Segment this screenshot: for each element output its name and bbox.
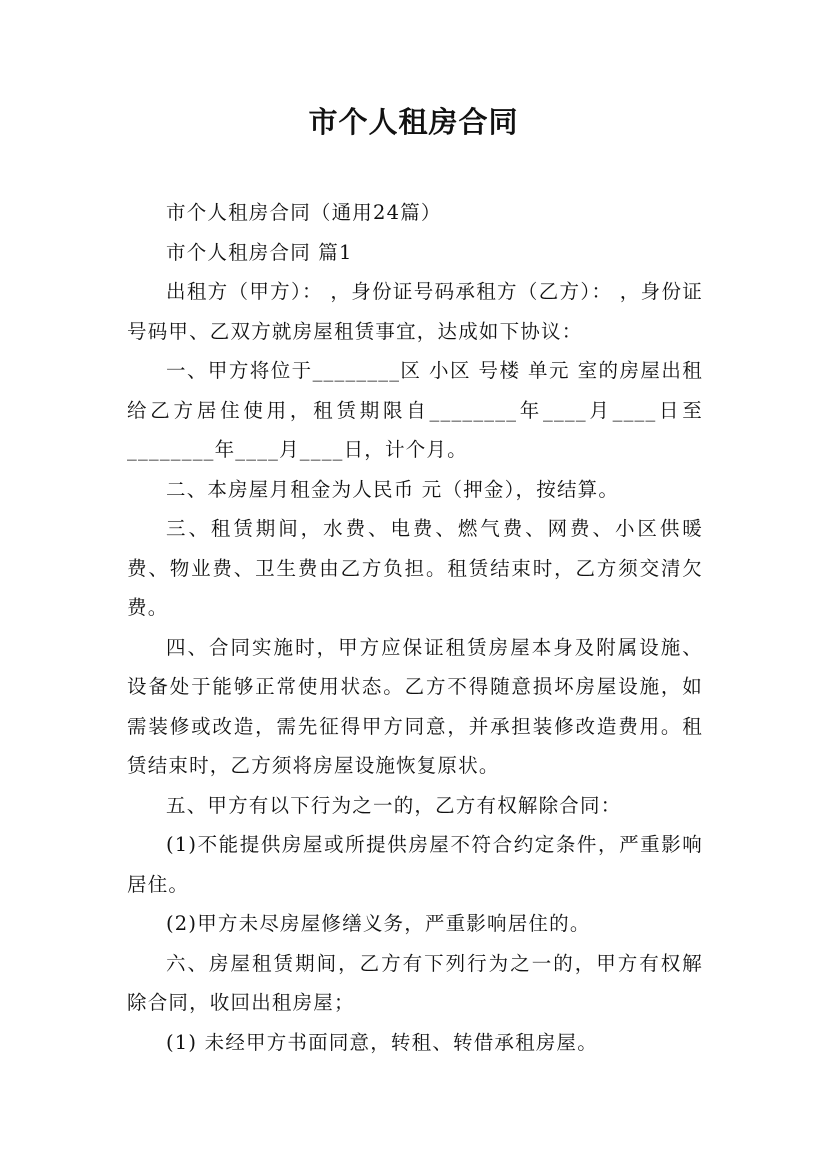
paragraph-clause-3: 三、租赁期间，水费、电费、燃气费、网费、小区供暖费、物业费、卫生费由乙方负担。租赁结束时，乙方须交清欠费。 [127, 517, 703, 619]
document-title: 市个人租房合同 [308, 105, 519, 139]
paragraph-parties: 出租方（甲方）： ，身份证号码承租方（乙方）： ，身份证号码甲、乙双方就房屋租赁事宜，达成如下协议： [127, 280, 703, 343]
paragraph-clause-5-item-1: (1)不能提供房屋或所提供房屋不符合约定条件，严重影响居住。 [127, 833, 703, 896]
paragraph-clause-6-item-1: (1) 未经甲方书面同意，转租、转借承租房屋。 [166, 1030, 598, 1054]
paragraph-clause-2: 二、本房屋月租金为人民币 元（押金），按结算。 [166, 477, 620, 501]
paragraph-subtitle: 市个人租房合同（通用24篇） [166, 201, 442, 224]
paragraph-clause-5: 五、甲方有以下行为之一的，乙方有权解除合同： [166, 793, 622, 817]
paragraph-clause-6: 六、房屋租赁期间，乙方有下列行为之一的，甲方有权解除合同，收回出租房屋； [127, 951, 703, 1014]
paragraph-clause-5-item-2: (2)甲方未尽房屋修缮义务，严重影响居住的。 [166, 912, 591, 935]
document-body [127, 193, 703, 1062]
paragraph-clause-4: 四、合同实施时，甲方应保证租赁房屋本身及附属设施、设备处于能够正常使用状态。乙方不得随意损坏房屋设施，如需装修或改造，需先征得甲方同意，并承担装修改造费用。租赁结束时，乙方须将房屋设施恢复原状。 [127, 635, 703, 777]
paragraph-clause-1: 一、甲方将位于________区 小区 号楼 单元 室的房屋出租给乙方居住使用，租赁期限自________年____月____日至________年____月____日，计个月。 [127, 359, 703, 461]
paragraph-section-heading: 市个人租房合同 篇1 [166, 240, 353, 264]
